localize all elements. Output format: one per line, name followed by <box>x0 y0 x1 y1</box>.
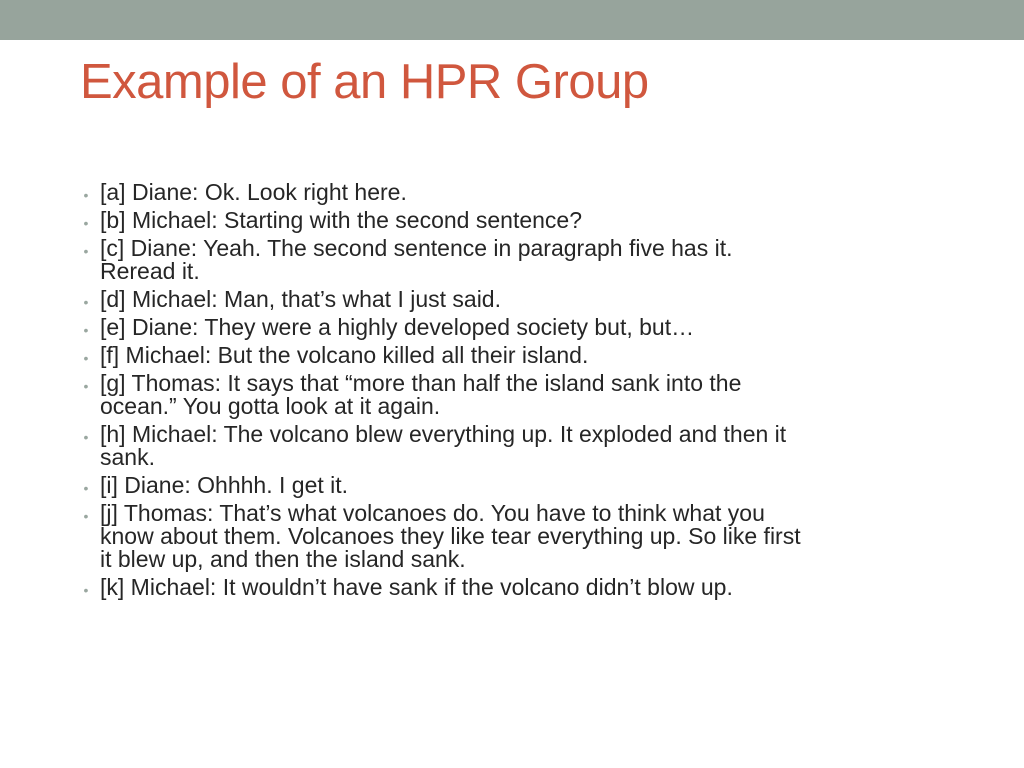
bullet-text: [k] Michael: It wouldn’t have sank if the volcano didn’t blow up. <box>100 574 733 600</box>
bullet-text: [h] Michael: The volcano blew everything up. It exploded and then it sank. <box>100 421 787 470</box>
bullet-dot-icon: • <box>83 378 89 394</box>
bullet-item-i <box>80 474 980 497</box>
bullet-text: [a] Diane: Ok. Look right here. <box>100 179 407 205</box>
bullet-dot-icon: • <box>83 294 89 310</box>
bullet-dot-icon: • <box>83 480 89 496</box>
bullet-item-h <box>80 423 980 469</box>
bullet-dot-icon: • <box>83 243 89 259</box>
bullet-item-j <box>80 502 980 571</box>
bullet-text: [d] Michael: Man, that’s what I just said. <box>100 286 501 312</box>
bullet-item-g <box>80 372 980 418</box>
bullet-item-e <box>80 316 980 339</box>
bullet-text: [g] Thomas: It says that “more than half the island sank into the ocean.” You gotta look at it again. <box>100 370 742 419</box>
bullet-text: [e] Diane: They were a highly developed society but, but… <box>100 314 695 340</box>
bullet-dot-icon: • <box>83 582 89 598</box>
bullet-dot-icon: • <box>83 350 89 366</box>
bullet-dot-icon: • <box>83 187 89 203</box>
slide-title: Example of an HPR Group <box>80 55 649 109</box>
bullet-text: [b] Michael: Starting with the second sentence? <box>100 207 583 233</box>
bullet-item-a <box>80 181 980 204</box>
bullet-text: [j] Thomas: That’s what volcanoes do. You have to think what you know about them. Volcanoes they like tear everything up. So like first it blew up, and then the island sank. <box>100 500 801 572</box>
bullet-dot-icon: • <box>83 215 89 231</box>
bullet-dot-icon: • <box>83 322 89 338</box>
bullet-dot-icon: • <box>83 429 89 445</box>
bullet-item-d <box>80 288 980 311</box>
bullet-item-c <box>80 237 980 283</box>
bullet-dot-icon: • <box>83 508 89 524</box>
bullet-item-k <box>80 576 980 599</box>
dialogue-bullet-list <box>80 181 980 604</box>
bullet-item-f <box>80 344 980 367</box>
bullet-text: [c] Diane: Yeah. The second sentence in paragraph five has it. Reread it. <box>100 235 733 284</box>
bullet-text: [i] Diane: Ohhhh. I get it. <box>100 472 349 498</box>
top-accent-bar <box>0 0 1024 40</box>
bullet-text: [f] Michael: But the volcano killed all their island. <box>100 342 589 368</box>
bullet-item-b <box>80 209 980 232</box>
